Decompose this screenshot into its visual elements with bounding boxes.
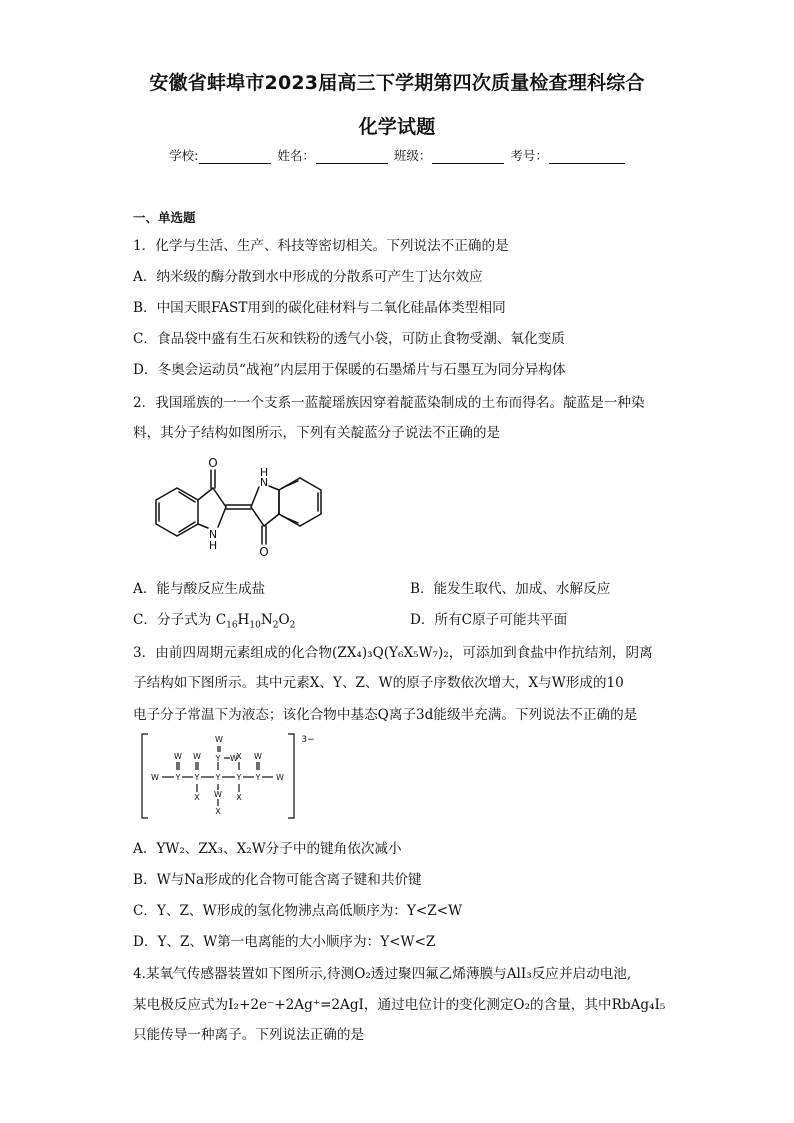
anion-w2: W: [193, 752, 201, 761]
anion-x-bottom: X: [215, 807, 221, 816]
anion-y1: Y: [175, 773, 181, 782]
q3-option-c: C．Y、Z、W形成的氢化物沸点高低顺序为：Y<Z<W: [133, 903, 463, 919]
exam-number-blank: [549, 149, 625, 164]
q1-option-c: C．食品袋中盛有生石灰和铁粉的透气小袋，可防止食物受潮、氧化变质: [133, 331, 565, 347]
anion-w-top-right: W: [230, 754, 238, 763]
q3-option-d: D．Y、Z、W第一电离能的大小顺序为：Y<W<Z: [133, 934, 436, 950]
anion-x2: X: [236, 752, 242, 761]
q2-option-b: B．能发生取代、加成、水解反应: [410, 581, 611, 597]
mol-nitrogen-right: N: [259, 476, 269, 489]
mol-nitrogen-left: N: [208, 528, 218, 541]
q1-option-a: A．纳米级的酶分散到水中形成的分散系可产生丁达尔效应: [133, 269, 483, 285]
q2-option-d: D．所有C原子可能共平面: [410, 612, 568, 628]
anion-structure-diagram: [140, 732, 320, 822]
q2-option-a: A．能与酸反应生成盐: [133, 581, 266, 597]
anion-w3: W: [215, 735, 223, 744]
name-field: 姓名：: [277, 146, 388, 164]
section-heading: 一、单选题: [133, 210, 196, 225]
anion-y3: Y: [215, 773, 221, 782]
q3-stem-line1: 3．由前四周期元素组成的化合物(ZX₄)₃Q(Y₆X₅W₇)₂，可添加到食盐中作抗结剂，阴离: [133, 645, 653, 661]
q3-stem-line2: 子结构如下图所示。其中元素X、Y、Z、W的原子序数依次增大，X与W形成的10: [133, 675, 624, 691]
page-title: 安徽省蚌埠市2023届高三下学期第四次质量检查理科综合: [149, 72, 645, 94]
q2-option-c: C．分子式为 $C_{16}H_{10}N_2O_2$: [133, 612, 296, 631]
anion-w4: W: [214, 790, 222, 799]
mol-hydrogen-right: H: [259, 466, 269, 479]
mol-oxygen-top: O: [208, 456, 218, 470]
anion-x1: X: [194, 793, 200, 802]
school-field: 学校:: [169, 146, 271, 164]
class-field: 班级：: [394, 146, 505, 164]
q4-stem-line3: 只能传导一种离子。下列说法正确的是: [133, 1027, 365, 1043]
anion-x3: X: [236, 793, 242, 802]
anion-w5: W: [254, 752, 262, 761]
anion-charge: 3−: [301, 735, 315, 745]
anion-y2: Y: [194, 773, 200, 782]
anion-y-top: Y: [215, 754, 221, 763]
q4-stem-line2: 某电极反应式为I₂+2e⁻+2Ag⁺=2AgI，通过电位计的变化测定O₂的含量，其中RbAg₄I₅: [133, 997, 666, 1013]
student-info-row: [0, 146, 794, 164]
q2-stem-line1: 2．我国瑶族的一一个支系一蓝靛瑶族因穿着靛蓝染制成的土布而得名。靛蓝是一种染: [133, 395, 645, 411]
anion-y4: Y: [236, 773, 242, 782]
mol-oxygen-bottom: O: [259, 545, 269, 559]
anion-w1: W: [174, 752, 182, 761]
page-subtitle: 化学试题: [358, 116, 436, 138]
mol-hydrogen-left: H: [208, 539, 218, 552]
indigo-molecule-diagram: [130, 445, 360, 565]
q1-stem: 1．化学与生活、生产、科技等密切相关。下列说法不正确的是: [133, 238, 509, 254]
anion-w-right: W: [276, 773, 284, 782]
q1-option-d: D．冬奥会运动员“战袍”内层用于保暖的石墨烯片与石墨互为同分异构体: [133, 362, 566, 378]
school-blank: [199, 149, 271, 164]
q4-stem-line1: 4.某氧气传感器装置如下图所示,待测O₂透过聚四氟乙烯薄膜与AlI₃反应并启动电池,: [133, 966, 632, 982]
exam-number-field: 考号：: [510, 146, 625, 164]
name-blank: [316, 149, 388, 164]
q2-stem-line2: 料，其分子结构如图所示，下列有关靛蓝分子说法不正确的是: [133, 425, 501, 441]
anion-w-left: W: [151, 773, 159, 782]
q3-stem-line3: 电子分子常温下为液态；该化合物中基态Q离子3d能级半充满。下列说法不正确的是: [133, 707, 638, 723]
anion-y5: Y: [255, 773, 261, 782]
class-blank: [432, 149, 504, 164]
q3-option-b: B．W与Na形成的化合物可能含离子键和共价键: [133, 872, 422, 888]
q1-option-b: B．中国天眼FAST用到的碳化硅材料与二氧化硅晶体类型相同: [133, 300, 506, 316]
q3-option-a: A．YW₂、ZX₃、X₂W分子中的键角依次减小: [133, 841, 402, 857]
